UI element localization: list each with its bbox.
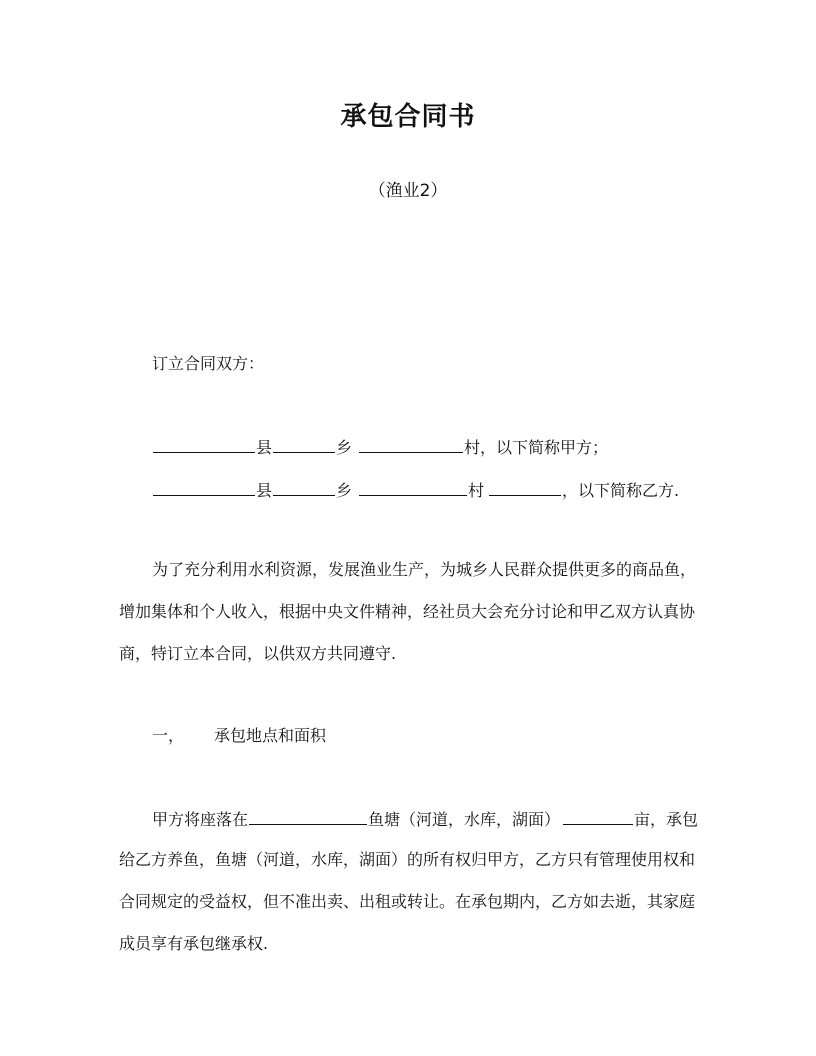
section-1-line: 给乙方养鱼，鱼塘（河道，水库，湖面）的所有权归甲方，乙方只有管理使用权和 — [119, 850, 696, 869]
party-b-county-blank[interactable] — [153, 479, 255, 496]
party-a-township-blank[interactable] — [273, 436, 335, 453]
section-1-title: 承包地点和面积 — [214, 726, 327, 745]
section-1-number: 一， — [152, 726, 185, 745]
party-a-line — [152, 436, 608, 458]
party-a-county-label: 县 — [256, 438, 273, 457]
party-b-village-blank[interactable] — [359, 479, 467, 496]
party-b-name-blank[interactable] — [489, 479, 561, 496]
party-b-suffix: ，以下简称乙方. — [562, 481, 680, 500]
party-b-township-label: 乡 — [336, 481, 353, 500]
document-title: 承包合同书 — [340, 102, 476, 132]
location-blank[interactable] — [249, 808, 367, 825]
section-1-line: 合同规定的受益权，但不准出卖、出租或转让。在承包期内，乙方如去逝，其家庭 — [119, 892, 696, 911]
document-subtitle: （渔业2） — [368, 181, 448, 201]
party-b-line — [152, 479, 679, 501]
parties-intro: 订立合同双方： — [152, 354, 265, 373]
party-b-village-label: 村 — [468, 481, 485, 500]
preamble-line: 商，特订立本合同，以供双方共同遵守. — [119, 644, 397, 663]
party-b-county-label: 县 — [256, 481, 273, 500]
area-blank[interactable] — [563, 808, 633, 825]
party-a-village-blank[interactable] — [359, 436, 463, 453]
location-label: 甲方将座落在 — [152, 810, 249, 829]
party-b-township-blank[interactable] — [273, 479, 335, 496]
area-unit-label: 亩，承包 — [634, 810, 699, 829]
pond-type-label: 鱼塘（河道，水库，湖面） — [368, 810, 561, 829]
preamble-line: 为了充分利用水利资源，发展渔业生产，为城乡人民群众提供更多的商品鱼， — [152, 560, 697, 579]
section-1-heading — [152, 726, 326, 746]
party-a-village-label: 村，以下简称甲方； — [464, 438, 609, 457]
party-a-county-blank[interactable] — [153, 436, 255, 453]
section-1-line-first — [152, 808, 698, 830]
preamble-line: 增加集体和个人收入，根据中央文件精神，经社员大会充分讨论和甲乙双方认真协 — [119, 602, 696, 621]
party-a-township-label: 乡 — [336, 438, 353, 457]
section-1-line: 成员享有承包继承权. — [119, 934, 269, 953]
